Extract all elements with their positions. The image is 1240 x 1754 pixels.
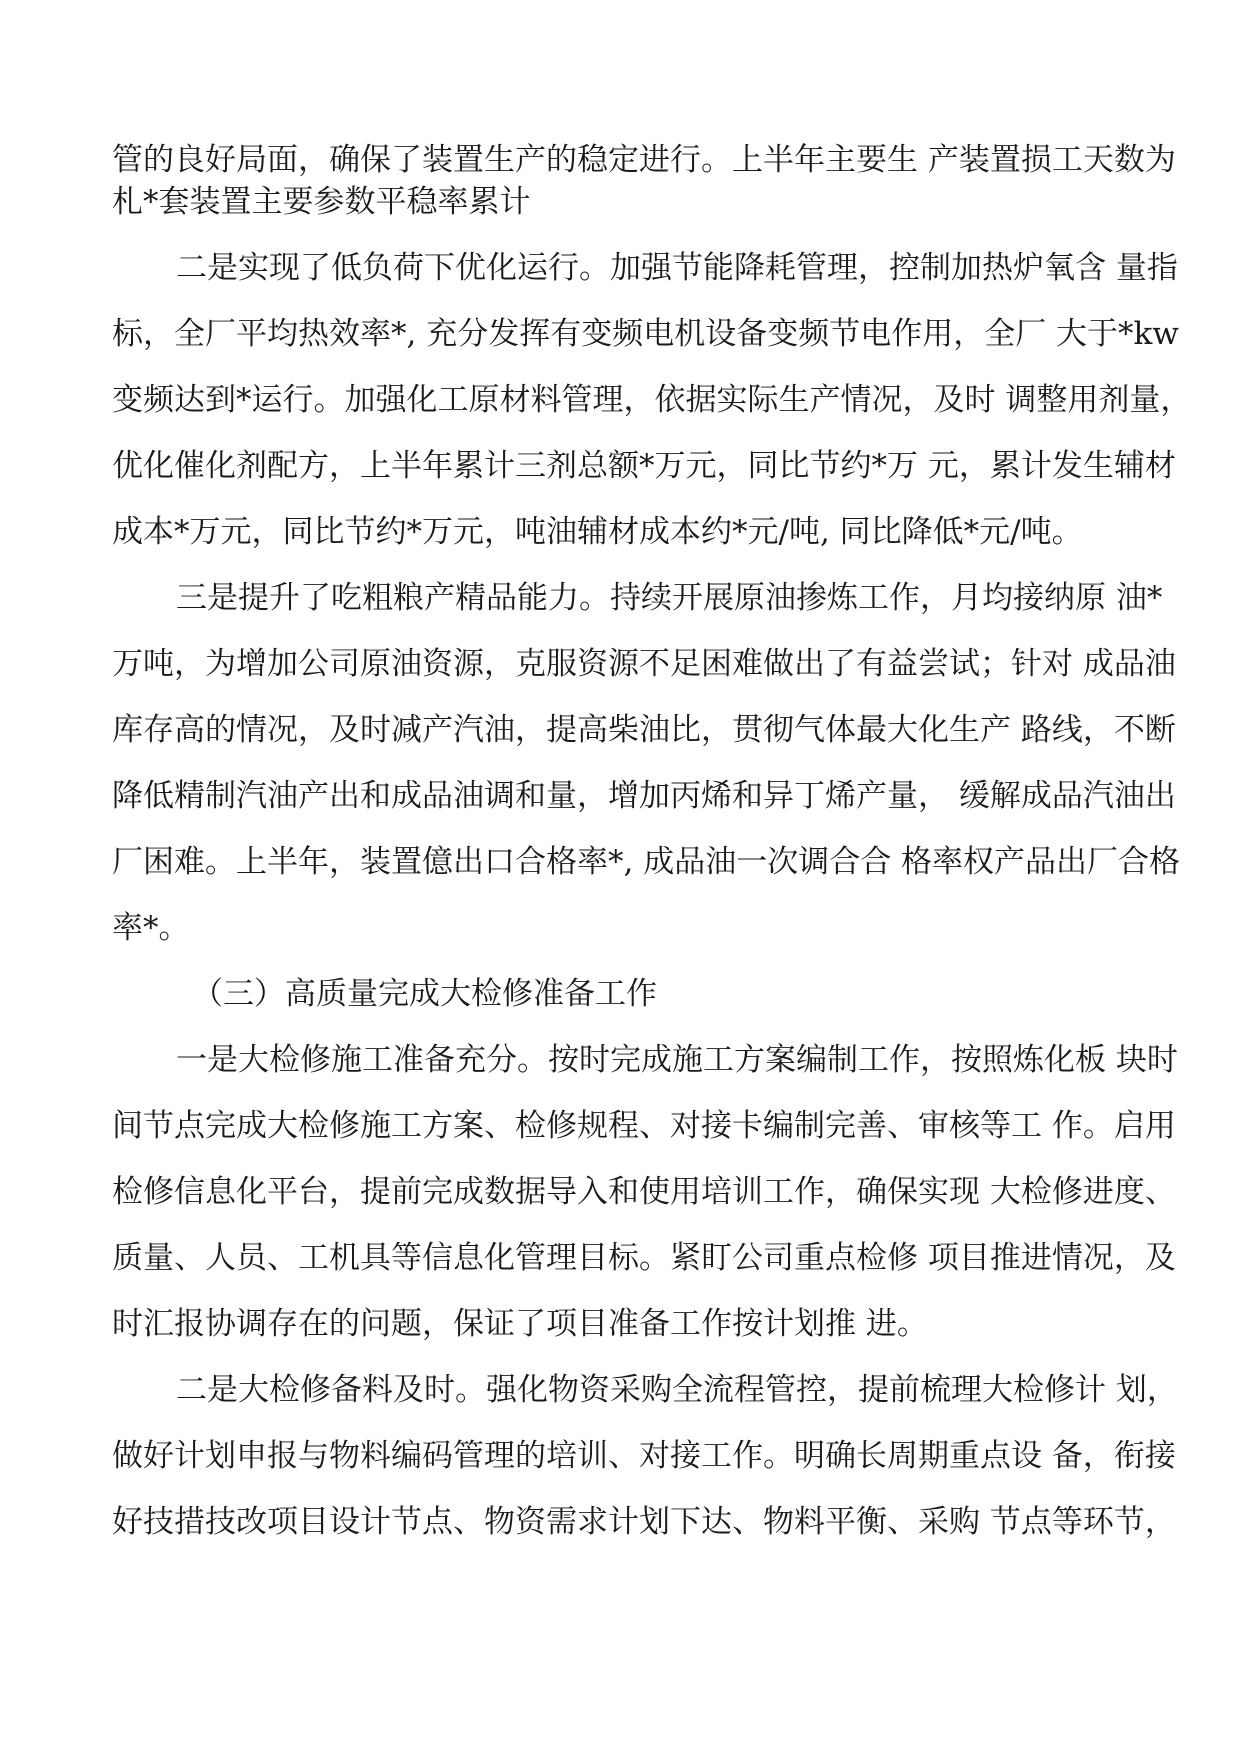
text-line: 好技措技改项目设计节点、物资需求计划下达、物料平衡、采购 节点等环节， (112, 1504, 1176, 1540)
text-line: 降低精制汽油产出和成品油调和量，增加丙烯和异丁烯产量， 缓解成品汽油出 (112, 778, 1176, 814)
text-line: 厂困难。上半年，装置億出口合格率*, 成品油一次调合合 格率权产品出厂合格 (112, 844, 1181, 880)
text-line: 札*套装置主要参数平稳率累计 (112, 184, 531, 220)
paragraph-5 (112, 1370, 1178, 1542)
paragraph-1 (112, 140, 1176, 222)
text-line: 三是提升了吃粗粮产精品能力。持续开展原油掺炼工作，月均接纳原 油* (176, 580, 1163, 616)
text-line: 一是大检修施工准备充分。按时完成施工方案编制工作，按照炼化板 块时 (176, 1042, 1178, 1078)
text-line: 二是实现了低负荷下优化运行。加强节能降耗管理，控制加热炉氧含 量指 (176, 250, 1178, 286)
text-line: 检修信息化平台，提前完成数据导入和使用培训工作，确保实现 大检修进度、 (112, 1174, 1176, 1210)
section-heading-text: （三）高质量完成大检修准备工作 (192, 976, 657, 1012)
text-line: 标，全厂平均热效率*, 充分发挥有变频电机设备变频节电作用，全厂 大于*kw (112, 316, 1179, 352)
text-line: 成本*万元，同比节约*万元，吨油辅材成本约*元/吨, 同比降低*元/吨。 (112, 514, 1083, 550)
text-line: 二是大检修备料及时。强化物资采购全流程管控，提前梳理大检修计 划， (176, 1372, 1178, 1408)
text-line: 质量、人员、工机具等信息化管理目标。紧盯公司重点检修 项目推进情况，及 (112, 1240, 1176, 1276)
text-line: 做好计划申报与物料编码管理的培训、对接工作。明确长周期重点设 备，衔接 (112, 1438, 1176, 1474)
text-line: 时汇报协调存在的问题，保证了项目准备工作按计划推 进。 (112, 1306, 928, 1342)
text-line: 率*。 (112, 910, 190, 946)
text-line: 万吨，为增加公司原油资源，克服资源不足困难做出了有益尝试；针对 成品油 (112, 646, 1176, 682)
document-body (112, 140, 1192, 1568)
text-line: 优化催化剂配方，上半年累计三剂总额*万元，同比节约*万 元，累计发生辅材 (112, 448, 1176, 484)
paragraph-3 (112, 578, 1181, 948)
section-heading (112, 974, 1134, 1014)
text-line: 变频达到*运行。加强化工原材料管理，依据实际生产情况，及时 调整用剂量， (112, 382, 1192, 418)
paragraph-4 (112, 1040, 1178, 1344)
text-line: 间节点完成大检修施工方案、检修规程、对接卡编制完善、审核等工 作。启用 (112, 1108, 1176, 1144)
paragraph-2 (112, 248, 1192, 552)
text-line: 管的良好局面，确保了装置生产的稳定进行。上半年主要生 产装置损工天数为 (112, 142, 1176, 178)
text-line: 库存高的情况，及时减产汽油，提高柴油比，贯彻气体最大化生产 路线，不断 (112, 712, 1176, 748)
